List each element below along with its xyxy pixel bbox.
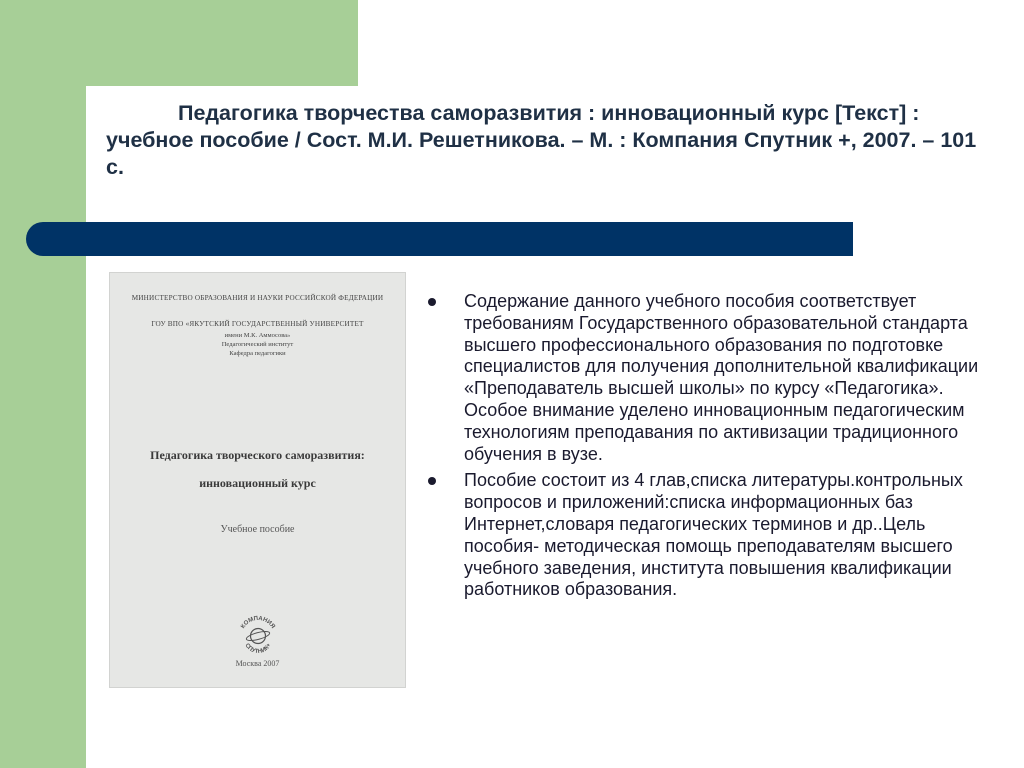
slide-title: Педагогика творчества саморазвития : инновационный курс [Текст] : учебное пособие / Сост. М.И. Решетникова. – М. : Компания Спутник +, 2007. – 101 с. bbox=[106, 101, 977, 179]
bullet-item-1 bbox=[425, 291, 1005, 465]
cover-department-line: Кафедра педагогики bbox=[229, 350, 286, 357]
cover-ministry-line: МИНИСТЕРСТВО ОБРАЗОВАНИЯ И НАУКИ РОССИЙСКОЙ ФЕДЕРАЦИИ bbox=[131, 294, 384, 302]
green-top-band bbox=[0, 0, 358, 86]
bullet-text-1: Содержание данного учебного пособия соответствует требованиям Государственного образовательной стандарта высшего профессионального образования по подготовке специалистов для получения дополнительной квалификации «Преподаватель высшей школы» по курсу «Педагогика». Особое внимание уделено инновационным педагогическим технологиям преподавания по активизации традиционного обучения в вузе. bbox=[464, 291, 979, 464]
bullet-dot-icon bbox=[428, 477, 436, 485]
bullet-text-2: Пособие состоит из 4 глав,списка литературы.контрольных вопросов и приложений:списка информационных баз Интернет,словаря педагогических терминов и др..Цель пособия- методическая помощь преподавателям высшего учебного заведения, института повышения квалификации работников образования. bbox=[464, 470, 963, 600]
cover-title-line2: инновационный курс bbox=[199, 476, 316, 490]
bullet-dot-icon bbox=[428, 298, 436, 306]
cover-city-year: Москва 2007 bbox=[235, 659, 280, 668]
bullet-list bbox=[425, 291, 1005, 606]
title-divider-bar bbox=[26, 222, 853, 256]
book-cover-image bbox=[109, 272, 406, 688]
publisher-logo-icon bbox=[235, 612, 281, 658]
cover-institute-line: Педагогический институт bbox=[221, 341, 294, 348]
cover-university-name-line: имени М.К. Аммосова» bbox=[224, 332, 291, 339]
cover-subtitle: Учебное пособие bbox=[220, 524, 295, 535]
svg-text:СПУТНИК+: СПУТНИК+ bbox=[243, 642, 273, 656]
green-side-band bbox=[0, 0, 86, 768]
svg-text:КОМПАНИЯ: КОМПАНИЯ bbox=[240, 615, 276, 630]
cover-university-line: ГОУ ВПО «ЯКУТСКИЙ ГОСУДАРСТВЕННЫЙ УНИВЕРСИТЕТ bbox=[151, 320, 364, 328]
bullet-item-2 bbox=[425, 470, 1005, 601]
cover-title-line1: Педагогика творческого саморазвития: bbox=[150, 448, 365, 462]
